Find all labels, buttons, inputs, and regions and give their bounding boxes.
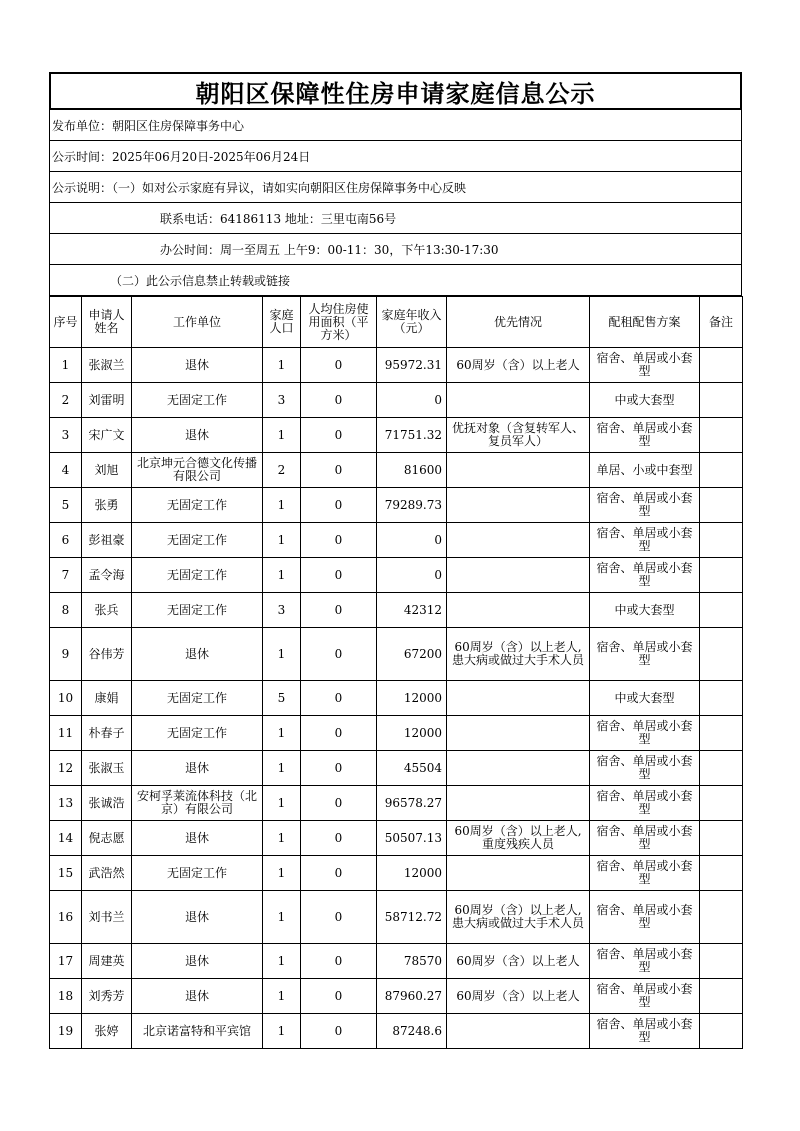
table-row [50,628,743,681]
cell-seq: 12 [50,751,82,786]
cell-name: 彭祖豪 [82,523,132,558]
cell-family: 1 [263,821,301,856]
cell-name: 刘雷明 [82,383,132,418]
cell-seq: 2 [50,383,82,418]
cell-name: 张兵 [82,593,132,628]
cell-employer: 退休 [132,348,263,383]
cell-plan: 宿舍、单居或小套型 [590,523,700,558]
cell-remark [700,488,743,523]
cell-area: 0 [301,593,377,628]
table-row [50,716,743,751]
cell-employer: 无固定工作 [132,681,263,716]
cell-area: 0 [301,453,377,488]
table-header [50,297,743,348]
cell-priority [447,453,590,488]
cell-name: 倪志愿 [82,821,132,856]
cell-name: 康娟 [82,681,132,716]
cell-plan: 中或大套型 [590,593,700,628]
table-row [50,523,743,558]
cell-plan: 宿舍、单居或小套型 [590,558,700,593]
cell-name: 刘旭 [82,453,132,488]
cell-area: 0 [301,681,377,716]
cell-plan: 宿舍、单居或小套型 [590,488,700,523]
cell-employer: 退休 [132,751,263,786]
cell-income: 50507.13 [377,821,447,856]
cell-area: 0 [301,488,377,523]
cell-employer: 无固定工作 [132,856,263,891]
cell-seq: 9 [50,628,82,681]
cell-remark [700,1014,743,1049]
cell-income: 71751.32 [377,418,447,453]
cell-name: 张淑玉 [82,751,132,786]
cell-family: 3 [263,383,301,418]
cell-seq: 19 [50,1014,82,1049]
cell-employer: 退休 [132,944,263,979]
cell-income: 78570 [377,944,447,979]
cell-name: 刘秀芳 [82,979,132,1014]
note-line-1: 公示说明：（一）如对公示家庭有异议，请如实向朝阳区住房保障事务中心反映 [49,172,742,203]
cell-seq: 15 [50,856,82,891]
cell-priority [447,681,590,716]
applicant-table [49,296,743,1049]
cell-family: 1 [263,628,301,681]
cell-family: 1 [263,1014,301,1049]
cell-income: 58712.72 [377,891,447,944]
header-remark: 备注 [700,297,743,348]
cell-seq: 10 [50,681,82,716]
cell-priority: 优抚对象（含复转军人、复员军人） [447,418,590,453]
cell-family: 1 [263,979,301,1014]
cell-area: 0 [301,821,377,856]
cell-family: 1 [263,786,301,821]
cell-employer: 无固定工作 [132,593,263,628]
cell-area: 0 [301,628,377,681]
cell-remark [700,716,743,751]
cell-income: 45504 [377,751,447,786]
cell-area: 0 [301,1014,377,1049]
cell-name: 张婷 [82,1014,132,1049]
cell-plan: 宿舍、单居或小套型 [590,891,700,944]
cell-income: 67200 [377,628,447,681]
cell-income: 12000 [377,856,447,891]
cell-plan: 宿舍、单居或小套型 [590,821,700,856]
cell-family: 2 [263,453,301,488]
cell-area: 0 [301,751,377,786]
header-income: 家庭年收入（元） [377,297,447,348]
cell-seq: 4 [50,453,82,488]
cell-priority: 60周岁（含）以上老人,患大病或做过大手术人员 [447,628,590,681]
cell-employer: 无固定工作 [132,523,263,558]
cell-plan: 宿舍、单居或小套型 [590,856,700,891]
table-row [50,453,743,488]
cell-income: 81600 [377,453,447,488]
table-row [50,1014,743,1049]
header-area: 人均住房使用面积（平方米） [301,297,377,348]
cell-income: 87960.27 [377,979,447,1014]
cell-remark [700,891,743,944]
table-row [50,856,743,891]
cell-remark [700,453,743,488]
cell-area: 0 [301,418,377,453]
table-row [50,681,743,716]
table-row [50,348,743,383]
cell-income: 12000 [377,681,447,716]
cell-name: 宋广文 [82,418,132,453]
cell-name: 张勇 [82,488,132,523]
cell-remark [700,856,743,891]
table-row [50,979,743,1014]
cell-priority [447,716,590,751]
cell-income: 96578.27 [377,786,447,821]
cell-priority [447,523,590,558]
cell-employer: 无固定工作 [132,716,263,751]
cell-family: 3 [263,593,301,628]
cell-plan: 宿舍、单居或小套型 [590,979,700,1014]
header-plan: 配租配售方案 [590,297,700,348]
table-row [50,944,743,979]
cell-remark [700,418,743,453]
cell-priority [447,1014,590,1049]
cell-priority [447,383,590,418]
cell-seq: 16 [50,891,82,944]
cell-name: 谷伟芳 [82,628,132,681]
hours-line: 办公时间：周一至周五 上午9：00-11：30，下午13:30-17:30 [49,234,742,265]
cell-name: 孟令海 [82,558,132,593]
cell-name: 武浩然 [82,856,132,891]
cell-priority [447,558,590,593]
cell-seq: 14 [50,821,82,856]
cell-family: 5 [263,681,301,716]
cell-name: 朴春子 [82,716,132,751]
header-family: 家庭人口 [263,297,301,348]
cell-seq: 8 [50,593,82,628]
cell-family: 1 [263,558,301,593]
cell-family: 1 [263,751,301,786]
cell-income: 0 [377,383,447,418]
cell-income: 0 [377,558,447,593]
header-employer: 工作单位 [132,297,263,348]
cell-plan: 中或大套型 [590,383,700,418]
cell-remark [700,751,743,786]
cell-remark [700,628,743,681]
cell-employer: 安柯孚莱流体科技（北京）有限公司 [132,786,263,821]
cell-seq: 1 [50,348,82,383]
cell-employer: 退休 [132,821,263,856]
cell-family: 1 [263,418,301,453]
cell-seq: 13 [50,786,82,821]
cell-family: 1 [263,348,301,383]
cell-remark [700,523,743,558]
cell-priority: 60周岁（含）以上老人 [447,979,590,1014]
cell-area: 0 [301,786,377,821]
cell-remark [700,348,743,383]
table-row [50,383,743,418]
cell-plan: 宿舍、单居或小套型 [590,418,700,453]
cell-family: 1 [263,856,301,891]
cell-employer: 退休 [132,979,263,1014]
cell-seq: 7 [50,558,82,593]
cell-employer: 无固定工作 [132,558,263,593]
cell-income: 12000 [377,716,447,751]
cell-area: 0 [301,348,377,383]
publisher-line: 发布单位：朝阳区住房保障事务中心 [49,110,742,141]
cell-family: 1 [263,891,301,944]
cell-employer: 退休 [132,891,263,944]
cell-employer: 无固定工作 [132,383,263,418]
cell-family: 1 [263,523,301,558]
cell-priority [447,593,590,628]
cell-plan: 宿舍、单居或小套型 [590,944,700,979]
contact-line: 联系电话：64186113 地址：三里屯南56号 [49,203,742,234]
cell-priority: 60周岁（含）以上老人 [447,348,590,383]
table-row [50,488,743,523]
cell-seq: 6 [50,523,82,558]
table-row [50,891,743,944]
cell-priority [447,786,590,821]
table-body [50,348,743,1049]
cell-employer: 北京诺富特和平宾馆 [132,1014,263,1049]
cell-remark [700,786,743,821]
cell-plan: 宿舍、单居或小套型 [590,786,700,821]
cell-plan: 宿舍、单居或小套型 [590,751,700,786]
cell-area: 0 [301,979,377,1014]
table-row [50,558,743,593]
cell-priority [447,856,590,891]
cell-income: 87248.6 [377,1014,447,1049]
cell-income: 79289.73 [377,488,447,523]
note-line-2: （二）此公示信息禁止转载或链接 [49,265,742,296]
cell-family: 1 [263,716,301,751]
cell-remark [700,821,743,856]
table-row [50,786,743,821]
cell-remark [700,681,743,716]
cell-area: 0 [301,716,377,751]
cell-name: 张淑兰 [82,348,132,383]
cell-priority [447,751,590,786]
page-title: 朝阳区保障性住房申请家庭信息公示 [49,72,742,110]
cell-priority: 60周岁（含）以上老人,重度残疾人员 [447,821,590,856]
cell-remark [700,944,743,979]
table-row [50,418,743,453]
cell-plan: 宿舍、单居或小套型 [590,1014,700,1049]
cell-priority [447,488,590,523]
cell-area: 0 [301,944,377,979]
cell-area: 0 [301,856,377,891]
cell-plan: 宿舍、单居或小套型 [590,716,700,751]
cell-plan: 宿舍、单居或小套型 [590,628,700,681]
period-line: 公示时间：2025年06月20日-2025年06月24日 [49,141,742,172]
cell-area: 0 [301,523,377,558]
cell-family: 1 [263,944,301,979]
cell-seq: 17 [50,944,82,979]
cell-seq: 18 [50,979,82,1014]
table-row [50,821,743,856]
cell-area: 0 [301,383,377,418]
cell-employer: 无固定工作 [132,488,263,523]
cell-seq: 3 [50,418,82,453]
header-name: 申请人姓名 [82,297,132,348]
cell-remark [700,979,743,1014]
cell-employer: 退休 [132,628,263,681]
cell-seq: 11 [50,716,82,751]
table-row [50,751,743,786]
cell-plan: 单居、小或中套型 [590,453,700,488]
header-priority: 优先情况 [447,297,590,348]
cell-area: 0 [301,891,377,944]
cell-remark [700,593,743,628]
cell-priority: 60周岁（含）以上老人 [447,944,590,979]
header-seq: 序号 [50,297,82,348]
cell-income: 95972.31 [377,348,447,383]
table-row [50,593,743,628]
cell-income: 0 [377,523,447,558]
cell-family: 1 [263,488,301,523]
cell-area: 0 [301,558,377,593]
cell-plan: 宿舍、单居或小套型 [590,348,700,383]
cell-seq: 5 [50,488,82,523]
cell-employer: 北京坤元合德文化传播有限公司 [132,453,263,488]
cell-remark [700,558,743,593]
cell-remark [700,383,743,418]
cell-name: 周建英 [82,944,132,979]
cell-employer: 退休 [132,418,263,453]
cell-income: 42312 [377,593,447,628]
cell-priority: 60周岁（含）以上老人,患大病或做过大手术人员 [447,891,590,944]
cell-plan: 中或大套型 [590,681,700,716]
cell-name: 张诚浩 [82,786,132,821]
cell-name: 刘书兰 [82,891,132,944]
notice-sheet [49,72,742,1049]
